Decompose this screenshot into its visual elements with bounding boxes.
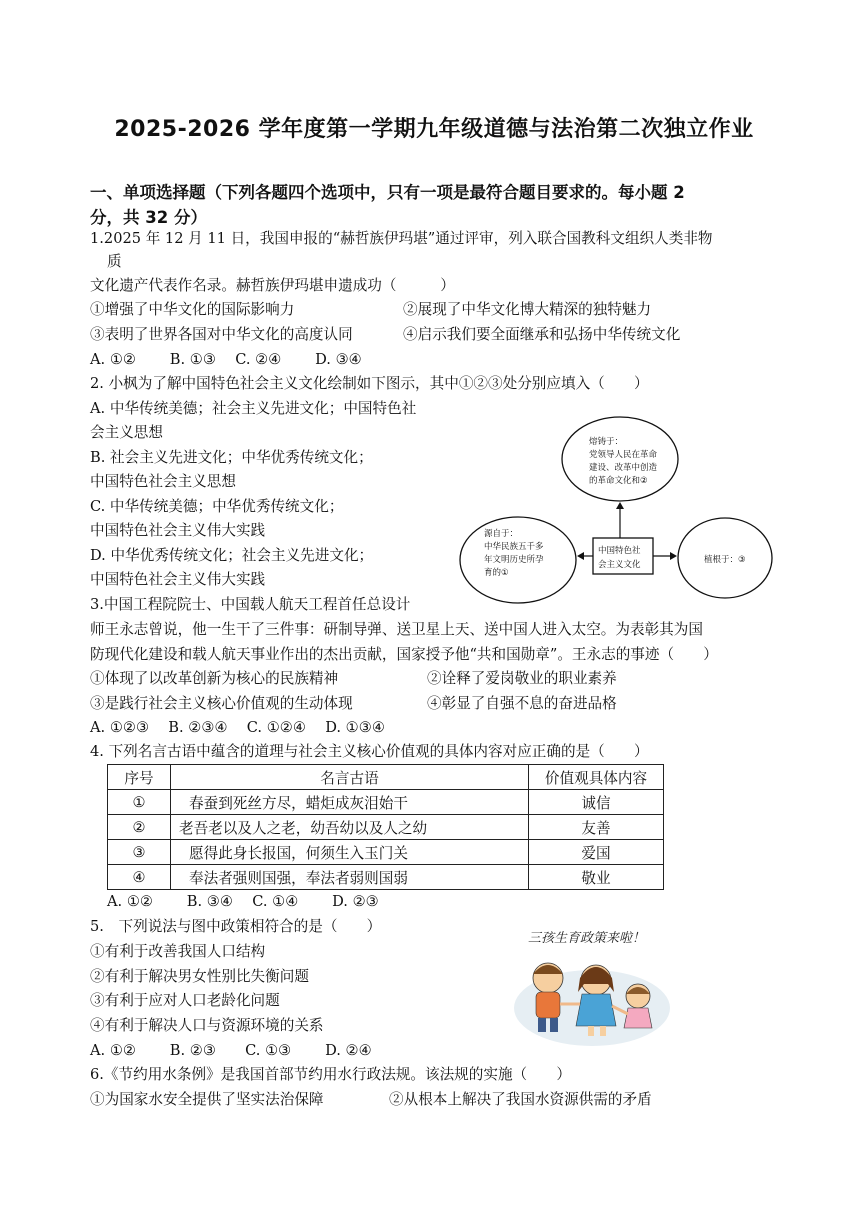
q2-option-a-line2: 会主义思想 bbox=[90, 424, 163, 441]
table-cell: 诚信 bbox=[529, 790, 664, 815]
q4-table bbox=[107, 764, 664, 890]
q2-option-c-line2: 中国特色社会主义伟大实践 bbox=[90, 522, 266, 539]
diagram-top-text-3: 建设、改革中创造 bbox=[589, 463, 658, 473]
table-cell: ② bbox=[108, 815, 171, 840]
table-header-cell: 序号 bbox=[108, 765, 171, 790]
diagram-top-text-1: 熔铸于： bbox=[589, 437, 624, 447]
q2-option-c-line1: C. 中华传统美德；中华优秀传统文化； bbox=[90, 498, 344, 515]
table-cell: 敬业 bbox=[529, 865, 664, 890]
table-row bbox=[108, 815, 664, 840]
q2-option-d-line1: D. 中华优秀传统文化；社会主义先进文化； bbox=[90, 547, 374, 564]
arrow-up-icon bbox=[616, 502, 624, 509]
table-cell: 春蚕到死丝方尽，蜡炬成灰泪始干 bbox=[171, 790, 529, 815]
q4-choices: A. ①② B. ③④ C. ①④ D. ②③ bbox=[107, 893, 379, 910]
diagram-left-text-4: 育的① bbox=[484, 568, 509, 578]
table-cell: ① bbox=[108, 790, 171, 815]
q1-stem-line2: 文化遗产代表作名录。赫哲族伊玛堪申遗成功（ ） bbox=[90, 277, 455, 294]
page-title: 2025-2026 学年度第一学期九年级道德与法治第二次独立作业 bbox=[114, 117, 754, 142]
q3-choices: A. ①②③ B. ②③④ C. ①②④ D. ①③④ bbox=[90, 719, 385, 736]
q2-option-b-line1: B. 社会主义先进文化；中华优秀传统文化； bbox=[90, 449, 373, 466]
q6-option-1: ①为国家水安全提供了坚实法治保障 bbox=[90, 1091, 324, 1108]
q1-option-2: ②展现了中华文化博大精深的独特魅力 bbox=[403, 301, 652, 318]
q3-option-2: ②诠释了爱岗敬业的职业素养 bbox=[427, 670, 617, 687]
q3-stem-line3: 防现代化建设和载人航天事业作出的杰出贡献，国家授予他“共和国勋章”。王永志的事迹（ ） bbox=[90, 646, 718, 663]
q1-option-3: ③表明了世界各国对中华文化的高度认同 bbox=[90, 326, 353, 343]
q3-stem-line2: 师王永志曾说，他一生干了三件事：研制导弹、送卫星上天、送中国人进入太空。为表彰其为国 bbox=[90, 621, 703, 638]
q2-stem: 2. 小枫为了解中国特色社会主义文化绘制如下图示，其中①②③处分别应填入（ ） bbox=[90, 375, 649, 392]
q3-option-4: ④彰显了自强不息的奋进品格 bbox=[427, 695, 617, 712]
q5-stem: 5. 下列说法与图中政策相符合的是（ ） bbox=[90, 918, 382, 935]
q1-stem-wrap: 质 bbox=[107, 253, 122, 270]
three-child-policy-illustration bbox=[510, 922, 670, 1050]
q1-stem-line1: 1.2025 年 12 月 11 日，我国申报的“赫哲族伊玛堪”通过评审，列入联合国教科文组织人类非物 bbox=[90, 230, 713, 247]
diagram-right-text: 植根于：③ bbox=[704, 555, 746, 565]
diagram-top-text-4: 的革命文化和② bbox=[589, 476, 648, 486]
table-row bbox=[108, 840, 664, 865]
q2-option-a-line1: A. 中华传统美德；社会主义先进文化；中国特色社 bbox=[90, 400, 417, 417]
table-header-cell: 名言古语 bbox=[171, 765, 529, 790]
table-row bbox=[108, 790, 664, 815]
q5-option-2: ②有利于解决男女性别比失衡问题 bbox=[90, 968, 309, 985]
section-heading-line1: 一、单项选择题（下列各题四个选项中，只有一项是最符合题目要求的。每小题 2 bbox=[90, 183, 685, 202]
diagram-center-text-2: 会主义文化 bbox=[598, 560, 641, 570]
table-cell: ③ bbox=[108, 840, 171, 865]
diagram-left-text-3: 年文明历史所孕 bbox=[484, 555, 544, 565]
q2-option-b-line2: 中国特色社会主义思想 bbox=[90, 473, 236, 490]
diagram-left-text-1: 源自于： bbox=[484, 529, 519, 539]
section-heading-line2: 分，共 32 分） bbox=[90, 208, 207, 227]
q3-option-1: ①体现了以改革创新为核心的民族精神 bbox=[90, 670, 339, 687]
arrow-left-icon bbox=[577, 552, 584, 560]
diagram-top-text-2: 党领导人民在革命 bbox=[589, 450, 658, 460]
q6-stem: 6.《节约用水条例》是我国首部节约用水行政法规。该法规的实施（ ） bbox=[90, 1066, 571, 1083]
q2-option-d-line2: 中国特色社会主义伟大实践 bbox=[90, 571, 266, 588]
q1-choices: A. ①② B. ①③ C. ②④ D. ③④ bbox=[90, 351, 362, 368]
q5-option-1: ①有利于改善我国人口结构 bbox=[90, 943, 266, 960]
q4-stem: 4. 下列名言古语中蕴含的道理与社会主义核心价值观的具体内容对应正确的是（ ） bbox=[90, 743, 649, 760]
diagram-center-text-1: 中国特色社 bbox=[598, 546, 641, 556]
table-cell: ④ bbox=[108, 865, 171, 890]
table-cell: 爱国 bbox=[529, 840, 664, 865]
table-header-row bbox=[108, 765, 664, 790]
q1-option-4: ④启示我们要全面继承和弘扬中华传统文化 bbox=[403, 326, 681, 343]
table-cell: 友善 bbox=[529, 815, 664, 840]
table-header-cell: 价值观具体内容 bbox=[529, 765, 664, 790]
table-row bbox=[108, 865, 664, 890]
q1-option-1: ①增强了中华文化的国际影响力 bbox=[90, 301, 295, 318]
table-cell: 愿得此身长报国，何须生入玉门关 bbox=[171, 840, 529, 865]
diagram-left-text-2: 中华民族五千多 bbox=[484, 542, 544, 552]
culture-diagram bbox=[458, 412, 808, 612]
q3-option-3: ③是践行社会主义核心价值观的生动体现 bbox=[90, 695, 353, 712]
illustration-caption: 三孩生育政策来啦！ bbox=[528, 931, 646, 946]
table-cell: 老吾老以及人之老，幼吾幼以及人之幼 bbox=[171, 815, 529, 840]
q6-option-2: ②从根本上解决了我国水资源供需的矛盾 bbox=[389, 1091, 652, 1108]
table-cell: 奉法者强则国强，奉法者弱则国弱 bbox=[171, 865, 529, 890]
q3-stem-line1: 3.中国工程院院士、中国载人航天工程首任总设计 bbox=[90, 596, 411, 613]
q5-option-3: ③有利于应对人口老龄化问题 bbox=[90, 992, 280, 1009]
q5-choices: A. ①② B. ②③ C. ①③ D. ②④ bbox=[90, 1042, 372, 1059]
q5-option-4: ④有利于解决人口与资源环境的关系 bbox=[90, 1017, 324, 1034]
arrow-right-icon bbox=[670, 552, 677, 560]
